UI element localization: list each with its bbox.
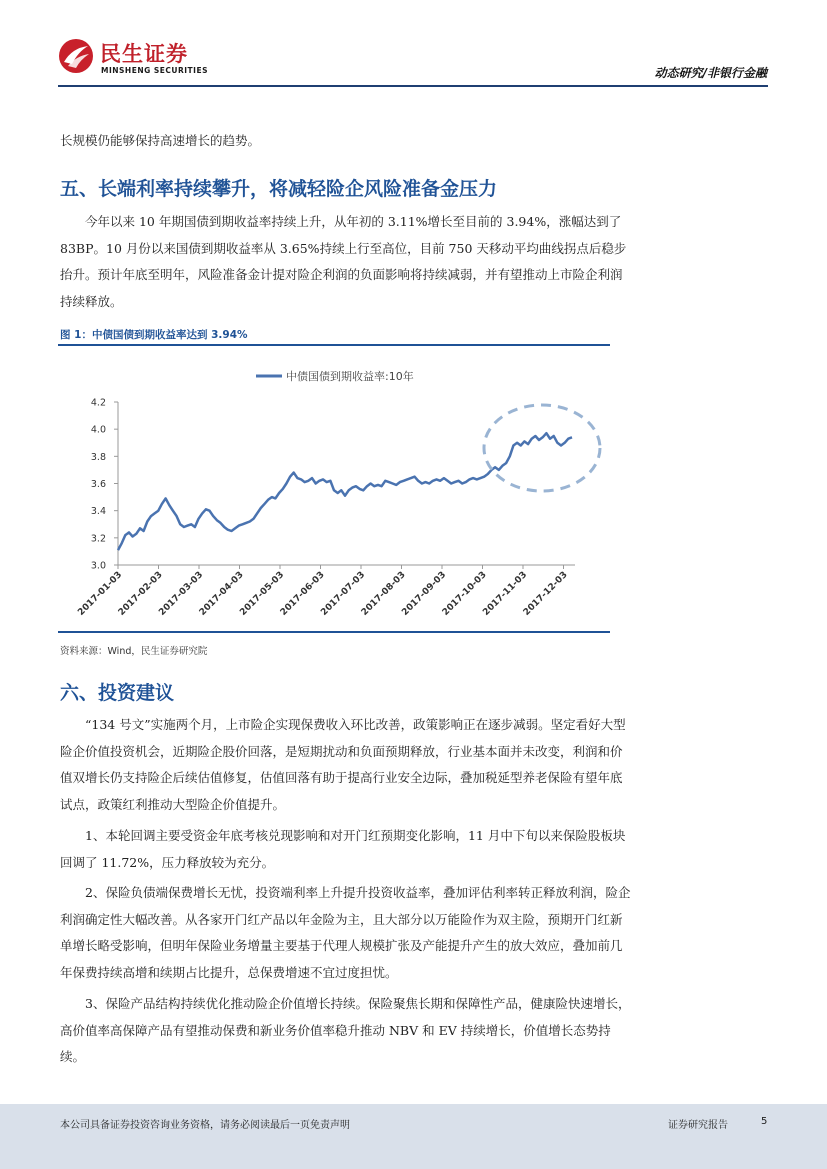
y-axis-ticks	[91, 398, 118, 572]
section6-paragraph-3: 2、保险负债端保费增长无忧，投资端利率上升提升投资收益率，叠加评估利率转正释放利润，险企利润确定性大幅改善。从各家开门红产品以年金险为主，且大部分以万能险作为双主险，预期开门红新单增长略受影响，但明年保险业务增量主要基于代理人规模扩张及产能提升产生的放大效应，叠加前几年保费持续高增和续期占比提升，总保费增速不宜过度担忧。	[60, 885, 631, 980]
x-tick-label: 2017-04-03	[197, 570, 246, 618]
x-tick-label: 2017-07-03	[319, 570, 368, 618]
intro-text: 长规模仍能够保持高速增长的趋势。	[60, 133, 261, 148]
chart-legend	[256, 369, 414, 383]
x-tick-label: 2017-05-03	[238, 570, 287, 618]
x-tick-label: 2017-01-03	[76, 570, 125, 618]
legend-label: 中债国债到期收益率:10年	[286, 370, 414, 383]
figure-top-rule	[58, 344, 610, 346]
figure-bottom-rule	[58, 631, 610, 633]
y-tick-label: 3.6	[90, 479, 106, 490]
y-tick-label: 4.2	[90, 397, 106, 409]
section6-paragraph-1: “134 号文”实施两个月，上市险企实现保费收入环比改善，政策影响正在逐步减弱。坚定看好大型险企价值投资机会，近期险企股价回落，是短期扰动和负面预期释放，行业基本面并未改变，利润和价值双增长仍支持险企后续估值修复，估值回落有助于提高行业安全边际，叠加税延型养老保险有望年底试点，政策红利推动大型险企价值提升。	[60, 717, 626, 812]
x-tick-label: 2017-02-03	[116, 570, 165, 618]
section5-paragraph: 今年以来 10 年期国债到期收益率持续上升，从年初的 3.11%增长至目前的 3.94%，涨幅达到了 83BP。10 月份以来国债到期收益率从 3.65%持续上行至高位，目前 750 天移动平均曲线拐点后稳步抬升。预计年底至明年，风险准备金计提对险企利润的负面影响将持续减弱，并有望推动上市险企利润持续释放。	[60, 214, 627, 309]
series-line	[118, 433, 572, 550]
x-tick-label: 2017-03-03	[157, 570, 206, 618]
logo-english-name: MINSHENG SECURITIES	[101, 66, 208, 75]
report-category: 动态研究/非银行金融	[654, 66, 767, 80]
section6-paragraph-2: 1、本轮回调主要受资金年底考核兑现影响和对开门红预期变化影响，11 月中下旬以来保险股板块回调了 11.72%，压力释放较为充分。	[60, 828, 626, 870]
logo-chinese-name: 民生证券	[100, 42, 188, 66]
page-header	[0, 0, 827, 92]
figure-source: 资料来源：Wind，民生证券研究院	[60, 646, 208, 657]
footer-disclaimer: 本公司具备证券投资咨询业务资格，请务必阅读最后一页免责声明	[60, 1120, 350, 1131]
yield-line-chart	[60, 352, 612, 632]
highlight-circle	[484, 405, 600, 491]
x-axis-ticks	[76, 565, 569, 618]
y-tick-label: 3.0	[90, 560, 106, 572]
x-tick-label: 2017-11-03	[481, 570, 530, 618]
x-tick-label: 2017-12-03	[521, 570, 570, 618]
section5-heading: 五、长端利率持续攀升，将减轻险企风险准备金压力	[60, 178, 498, 200]
y-tick-label: 3.2	[90, 533, 106, 545]
x-tick-label: 2017-08-03	[359, 570, 408, 618]
y-tick-label: 3.4	[90, 506, 106, 518]
x-tick-label: 2017-06-03	[278, 570, 327, 618]
chart-axes	[118, 402, 575, 565]
section6-heading: 六、投资建议	[60, 682, 175, 704]
figure-title: 图 1：中债国债到期收益率达到 3.94%	[60, 329, 248, 341]
y-tick-label: 3.8	[90, 451, 106, 463]
footer-report-type: 证券研究报告	[668, 1120, 728, 1131]
page-footer	[0, 1104, 827, 1169]
minsheng-logo-icon	[58, 38, 94, 74]
page-number: 5	[761, 1116, 768, 1127]
header-divider	[58, 85, 768, 87]
section6-paragraph-4: 3、保险产品结构持续优化推动险企价值增长持续。保险聚焦长期和保障性产品，健康险快速增长，高价值率高保障产品有望推动保费和新业务价值率稳升推动 NBV 和 EV 持续增长，价值增长态势持续。	[60, 996, 631, 1064]
y-tick-label: 4.0	[90, 424, 106, 436]
x-tick-label: 2017-10-03	[440, 570, 489, 618]
x-tick-label: 2017-09-03	[400, 570, 449, 618]
